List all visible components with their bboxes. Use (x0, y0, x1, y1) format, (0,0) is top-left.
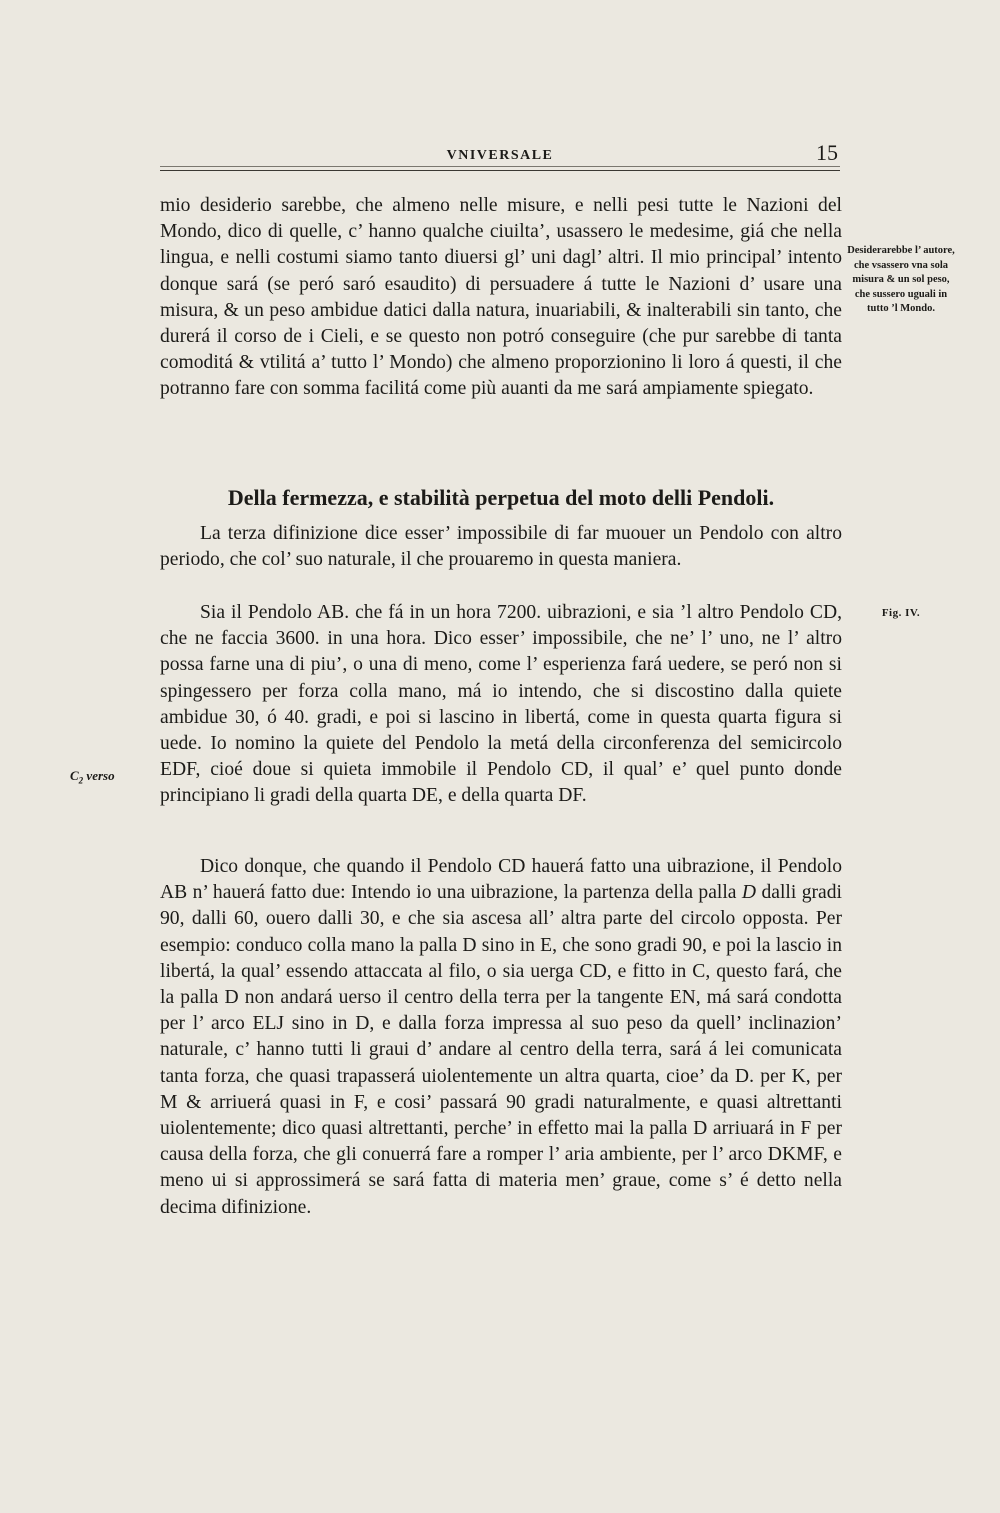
section-heading: Della fermezza, e stabilità perpetua del moto delli Pendoli. (227, 485, 775, 510)
signature-subscript: 2 (78, 775, 84, 786)
paragraph-2-text: La terza difinizione dice esser’ impossibile di far muouer un Pendolo con altro periodo, che col’ suo naturale, il che prouaremo in questa maniera. (160, 523, 842, 571)
paragraph-2 (160, 521, 842, 573)
header-rule (160, 166, 840, 167)
paragraph-4-part-b: dalli gradi 90, dalli 60, ouero dalli 30, e che sia ascesa all’ altra parte del circolo opposta. Per esempio: conduco colla mano la palla D sino in E, che sono gradi 90, e poi la lascio in libertá, la qual’ essendo attaccata al filo, o sia uerga CD, e fitto in C, questo fará, che la palla D non andará uerso il centro della terra per la tangente EN, má sará condotta per l’ arco ELJ sino in D, e dalla forza impressa al suo peso da quell’ inclinazion’ naturale, c’ hanno tutti li graui d’ andare al centro della terra, sará á lei comunicata tanta forza, che quasi trapasserá uiolentemente un altra quarta, cioe’ da D. per K, per M & arriuerá quasi in F, e cosi’ passará 90 gradi naturalmente, e quasi altrettanti uiolentemente; dico quasi altrettanti, perche’ in effetto mai la palla D arriuará in F per causa della forza, che gli conuerrá fare a romper l’ aria ambiente, per l’ arco DKMF, e meno ui si approssimerá se sará fatta di materia men’ graue, come s’ é detto nella decima difinizione. (160, 882, 842, 1218)
running-head-title: VNIVERSALE (446, 148, 554, 163)
signature-mark (70, 768, 150, 786)
paragraph-1 (160, 193, 842, 403)
margin-note-desiderarebbe: Desiderarebbe l’ autore, che vsassero vna sola misura & un sol peso, che sussero uguali in tutto ’l Mondo. (847, 245, 955, 314)
running-head (160, 140, 840, 171)
paragraph-3 (160, 600, 842, 810)
paragraph-4-letter-d: D (741, 882, 757, 904)
page-number: 15 (816, 140, 838, 165)
paragraph-4 (160, 854, 842, 1221)
signature-verso: verso (86, 768, 115, 783)
paragraph-3-text: Sia il Pendolo AB. che fá in un hora 7200. uibrazioni, e sia ’l altro Pendolo CD, che ne faccia 3600. in una hora. Dico esser’ impossibile, che ne’ l’ uno, ne l’ altro possa farne una di piu’, o una di meno, come l’ esperienza fará uedere, se peró non si spingessero per forza colla mano, má io intendo, che si discostino dalla quiete ambidue 30, ó 40. gradi, e poi si lascino in libertá, come in questa quarta figura si uede. Io nomino la quiete del Pendolo la metá della circonferenza del semicircolo EDF, cioé doue si quieta immobile il Pendolo CD, il qual’ e’ quel punto donde principiano li gradi della quarta DE, e della quarta DF. (160, 602, 842, 807)
paragraph-1-text: mio desiderio sarebbe, che almeno nelle misure, e nelli pesi tutte le Nazioni del Mondo, dico di quelle, c’ hanno qualche ciuilta’, usassero le medesime, giá che nella lingua, e nelli costumi siamo tanto diuersi gl’ uni dagl’ altri. Il mio principal’ intento donque sará (se peró saró esaudito) di persuadere á tutte le Nazioni d’ usare una misura, & un peso ambidue datici dalla natura, inuariabili, & inalterabili sin tanto, che durerá il corso de i Cieli, e se questo non potró conseguire (che pur sarebbe di tanta comoditá & vtilitá a’ tutto l’ Mondo) che almeno proporzionino li loro á questi, il che potranno fare con somma facilitá come più auanti da me sará ampiamente spiegato. (160, 195, 842, 400)
signature-letter: C (70, 768, 79, 783)
figure-reference: Fig. IV. (881, 607, 921, 619)
paragraph-4-part-a: Dico donque, che quando il Pendolo CD hauerá fatto una uibrazione, il Pendolo AB n’ hauerá fatto due: Intendo io una uibrazione, la partenza della palla (160, 856, 842, 904)
paragraph-4-text (160, 854, 842, 1221)
